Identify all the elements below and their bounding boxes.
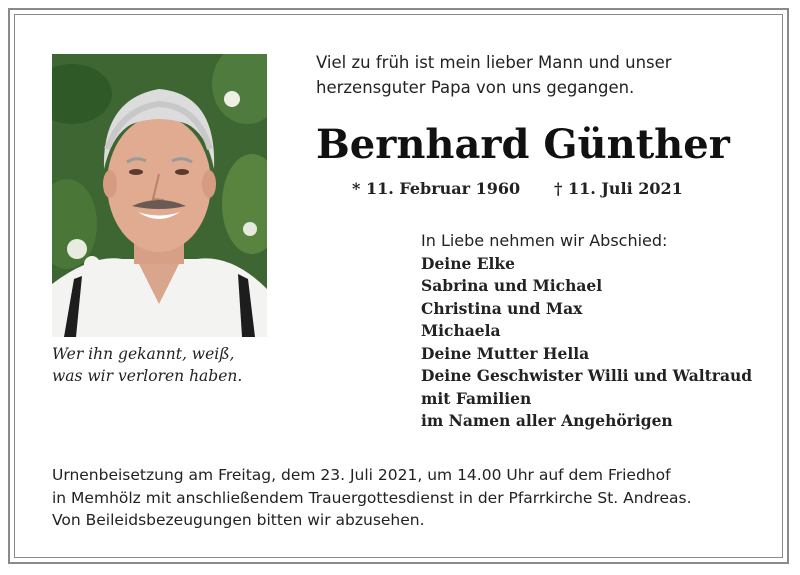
deceased-name: Bernhard Günther	[316, 121, 730, 168]
intro-line: herzensguter Papa von uns gegangen.	[316, 78, 635, 97]
mourner-name: Deine Elke	[421, 253, 516, 273]
ceremony-line: Von Beileidsbezeugungen bitten wir abzusehen.	[52, 511, 425, 529]
portrait-photo	[52, 54, 267, 337]
death-date: † 11. Juli 2021	[554, 179, 683, 198]
mourner-name: Christina und Max	[421, 298, 583, 318]
intro-line: Viel zu früh ist mein lieber Mann und unser	[316, 53, 672, 72]
mourners-block	[421, 230, 791, 433]
photo-caption	[52, 343, 282, 387]
birth-date: * 11. Februar 1960	[352, 179, 521, 198]
ceremony-line: in Memhölz mit anschließendem Trauergottesdienst in der Pfarrkirche St. Andreas.	[52, 488, 692, 507]
mourner-name: Deine Mutter Hella	[421, 343, 590, 363]
life-dates	[352, 178, 772, 200]
ceremony-line: Urnenbeisetzung am Freitag, dem 23. Juli 2021, um 14.00 Uhr auf dem Friedhof	[52, 466, 671, 484]
mourner-name: im Namen aller Angehörigen	[421, 411, 673, 430]
intro-text	[316, 50, 766, 100]
mourners-lead: In Liebe nehmen wir Abschied:	[421, 231, 668, 250]
mourner-name: Deine Geschwister Willi und Waltraud	[421, 366, 753, 385]
mourner-name: mit Familien	[421, 388, 532, 408]
ceremony-notice	[52, 464, 782, 532]
mourner-name: Sabrina und Michael	[421, 276, 603, 295]
mourner-name: Michaela	[421, 321, 501, 340]
caption-line: Wer ihn gekannt, weiß,	[52, 345, 235, 363]
caption-line: was wir verloren haben.	[52, 367, 243, 385]
